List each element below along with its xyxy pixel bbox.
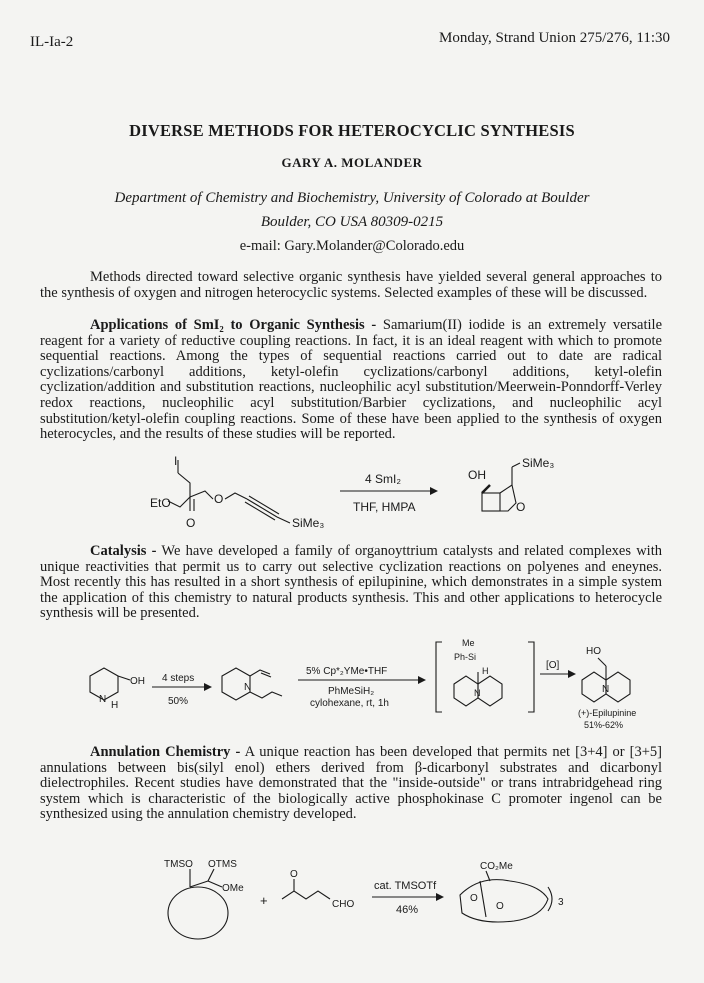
otms-label: OTMS [208,859,237,870]
product-name: (+)-Epilupinine [578,708,637,718]
scheme2-arrow3 [540,660,576,678]
section-smi2-text: Samarium(II) iodide is an extremely versatile reagent for a variety of reductive coupling reactions. In fact, it is an ideal reagent with which to promote sequential reactions. Among the types of sequential reactions carried out to date are radical cyclizations/carbonyl additions, ketyl-olefin cyclizations/carbonyl additions, ketyl-olefin cyclization/addition and substitution reactions, nucleophilic acyl substitution/Meerwein-Ponndorff-Verley redox reactions, nucleophilic acyl substitution/Barbier cyclizations, and nucleophilic acyl substitution/ketyl-olefin coupling reactions. Some of these have been applied to the synthesis of oxygen heterocycles, and the results of these studies will be reported. [40,317,662,443]
n2-label: N [244,682,252,693]
cho-label: CHO [332,899,355,910]
carbonyl-o-label: O [186,516,196,530]
reagent-thf-hmpa: THF, HMPA [353,500,416,514]
scheme2-intermediate [222,668,282,700]
scheme1-arrow [340,472,438,514]
scheme3-arrow [372,880,444,916]
scheme2-product [578,646,636,730]
affiliation-line-2: Boulder, CO USA 80309-0215 [260,214,444,230]
scheme-smi2-cyclization [150,455,570,535]
intro-text: Methods directed toward selective organic synthesis have yielded several general approaches to the synthesis of oxygen and nitrogen heterocyclic systems. Selected examples of these will be discussed. [40,269,662,301]
silane-label: PhMeSiH₂ [328,686,375,697]
section-annulation-text: A unique reaction has been developed that permits net [3+4] or [3+5] annulations between bis(silyl enol) ethers derived from β-dicarbonyl substrates and dicarbonyl dielectrophiles. Recent studies have demonstrated that the "inside-outside" or trans intrabridgehead ring system which is characteristic of the biologically active phosphokinase C promoter ingenol can be synthesized using the annulation chemistry developed. [40,744,662,823]
oxidation-label: [O] [546,660,560,671]
product-o-a: O [470,893,478,904]
ring-count-subscript: 3 [558,897,564,908]
sime3-left-label: SiMe₃ [292,516,325,530]
product-yield: 51%-62% [584,720,624,730]
section-catalysis-paragraph [40,544,662,622]
nh-n-label: N [99,694,107,705]
ether-o-label: O [214,492,224,506]
author-name: GARY A. MOLANDER [281,155,423,170]
tmsotf-label: cat. TMSOTf [374,880,437,892]
ome-label: OMe [222,883,244,894]
ho-label: HO [586,646,601,657]
scheme3-bis-enol-ether [164,859,244,939]
session-info: Monday, Strand Union 275/276, 11:30 [439,30,670,46]
tmso-label: TMSO [164,859,193,870]
nh-h-label: H [111,700,119,711]
annulation-yield: 46% [396,904,419,916]
co2me-label: CO₂Me [480,861,513,872]
scheme1-product [468,456,554,514]
steps-label: 4 steps [162,673,195,684]
eto-label: EtO [150,496,171,510]
document-code: IL-Ia-2 [30,34,74,50]
scheme2-start [90,668,145,711]
sime3-right-label: SiMe₃ [522,456,555,470]
n4-label: N [602,684,610,695]
phsi-label: Ph-Si [454,652,477,662]
oh-label: OH [468,468,486,482]
oh1-label: OH [130,676,145,687]
ketone-o-label: O [290,869,298,880]
steps-yield: 50% [168,696,189,707]
section-annulation-heading: Annulation Chemistry - [90,744,241,760]
product-o-b: O [496,901,504,912]
reagent-smi2: 4 SmI₂ [365,472,401,486]
section-catalysis-heading: Catalysis - [90,543,157,559]
section-smi2-paragraph [40,318,662,443]
plus-sign: + [260,893,268,908]
scheme2-arrow2 [298,666,426,709]
scheme1-reactant [150,455,324,530]
scheme-annulation [150,855,590,945]
me-label: Me [462,638,475,648]
intro-paragraph [40,270,662,301]
ring-o-label: O [516,500,526,514]
scheme3-ketoaldehyde [282,869,354,910]
author-email: e-mail: Gary.Molander@Colorado.edu [239,238,465,254]
h-si-label: H [482,666,489,676]
scheme-epilupinine-synthesis [70,636,670,731]
section-catalysis-text: We have developed a family of organoyttrium catalysts and related complexes with unique reactivities that permit us to carry out selective cyclization reactions on polyenes and eneynes. Most recently this has resulted in a short synthesis of epilupinine, which demonstrates in a simple system the application of this chemistry to natural products synthesis. This and other applications to heterocycle synthesis will be presented. [40,543,662,622]
catalyst-label: 5% Cp*₂YMe•THF [306,666,388,677]
iodo-label: I [174,455,178,468]
section-annulation-paragraph [40,745,662,823]
scheme2-bracketed-intermediate [436,638,534,712]
page-title: DIVERSE METHODS FOR HETEROCYCLIC SYNTHESIS [129,121,575,140]
scheme2-arrow1 [152,673,212,707]
scheme3-product [460,861,564,922]
affiliation-line-1: Department of Chemistry and Biochemistry, University of Colorado at Boulder [114,190,590,206]
conditions-label: cylohexane, rt, 1h [310,698,389,709]
section-smi2-heading: Applications of SmI₂ to Organic Synthesis - [90,317,377,333]
n3-label: N [474,688,481,698]
